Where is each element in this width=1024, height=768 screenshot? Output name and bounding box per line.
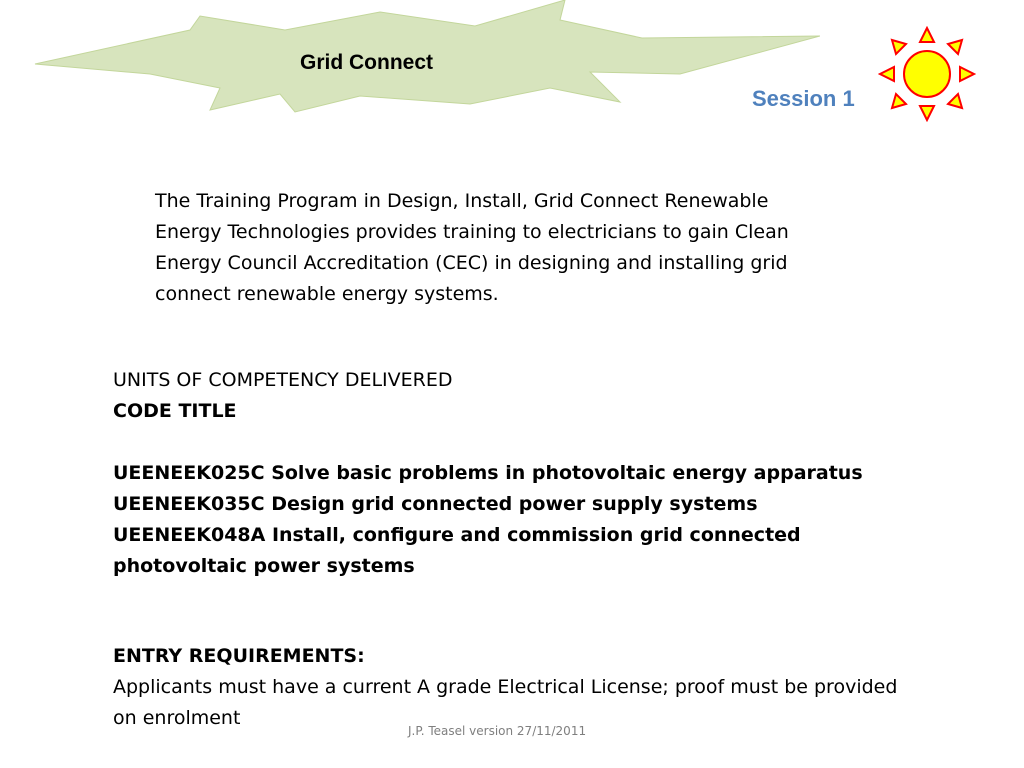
- unit-item: UEENEEK035C Design grid connected power supply systems: [113, 493, 758, 515]
- units-section: [113, 365, 893, 582]
- units-heading: UNITS OF COMPETENCY DELIVERED: [113, 369, 453, 391]
- entry-text: Applicants must have a current A grade Electrical License; proof must be provided on enrolment: [113, 676, 898, 729]
- footer-version: J.P. Teasel version 27/11/2011: [408, 724, 587, 738]
- entry-heading: ENTRY REQUIREMENTS:: [113, 645, 365, 667]
- intro-paragraph: The Training Program in Design, Install, Grid Connect Renewable Energy Technologies provides training to electricians to gain Clean Energy Council Accreditation (CEC) in designing and installing grid connect renewable energy systems.: [155, 190, 789, 305]
- sun-icon: [878, 26, 976, 122]
- session-label: Session 1: [752, 86, 855, 111]
- unit-item: UEENEEK048A Install, configure and commission grid connected photovoltaic power systems: [113, 524, 801, 577]
- banner-title: Grid Connect: [300, 51, 434, 74]
- spacer: [113, 427, 893, 458]
- unit-item: UEENEEK025C Solve basic problems in photovoltaic energy apparatus: [113, 462, 863, 484]
- units-columns-label: CODE TITLE: [113, 400, 237, 422]
- entry-requirements-section: [113, 641, 903, 734]
